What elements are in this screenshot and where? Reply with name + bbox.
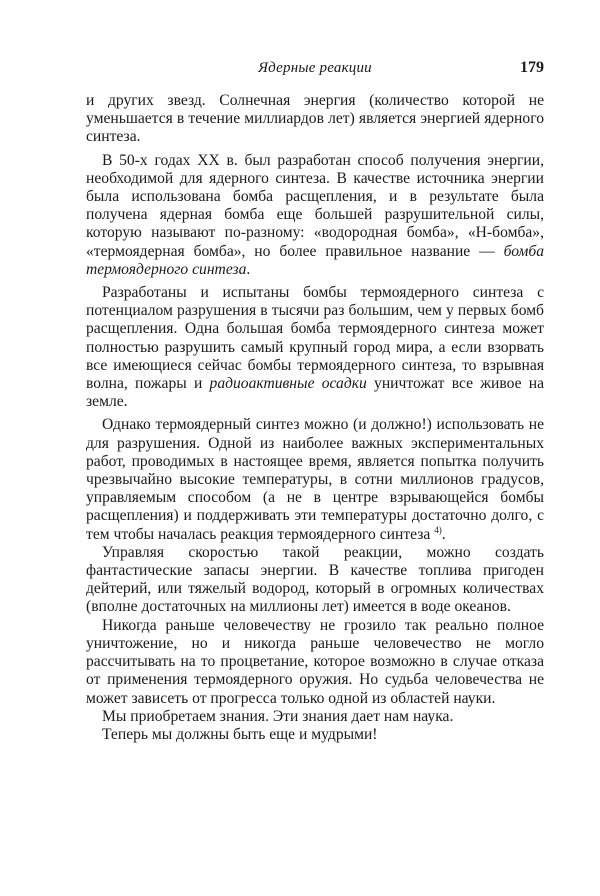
page-header xyxy=(86,60,544,80)
paragraph-energy-reserves: Управляя скоростью такой реакции, можно создать фантастические запасы энергии. В качестве топлива пригоден дейтерий, или тяжелый водород, который в огромных количествах (вполне достаточных на миллионы лет) имеется в воде океанов. xyxy=(86,543,544,616)
footnote-ref: 4) xyxy=(434,524,442,535)
page-number: 179 xyxy=(520,59,544,76)
term-fusion-bomb: бомба термоядерного синтеза xyxy=(86,242,544,278)
paragraph-destruction: Разработаны и испытаны бомбы термоядерного синтеза с потенциалом разрушения в тысячи раз большим, чем у первых бомб расщепления. Одна большая бомба термоядерного синтеза может полностью разрушить самый крупный город мира, а если взорвать все имеющиеся сейчас бомбы термоядерного синтеза, то взрывная волна, пожары и радиоактивные осадки уничтожат все живое на земле. xyxy=(86,284,544,411)
paragraph-controlled-fusion: Однако термоядерный синтез можно (и должно!) использовать не для разрушения. Одной из наиболее важных экспериментальных работ, проводимых в настоящее время, является попытка получить чрезвычайно высокие температуры, в сотни миллионов градусов, управляемым способом (а не в центре взрывающейся бомбы расщепления) и поддерживать эти температуры достаточно долго, с тем чтобы началась реакция термоядерного синтеза $^{4)}$. xyxy=(86,416,544,543)
paragraph-humanity: Никогда раньше человечеству не грозило так реально полное уничтожение, но и никогда раньше человечество не могло рассчитывать на то процветание, которое возможно в случае отказа от применения термоядерного оружия. Но судьба человечества не может зависеть от прогресса только одной из областей науки. xyxy=(86,616,544,707)
term-radioactive-fallout: радиоактивные осадки xyxy=(209,375,367,393)
body-text xyxy=(86,92,544,744)
paragraph-continuation: и других звезд. Солнечная энергия (количество которой не уменьшается в течение миллиардов лет) является энергией ядерного синтеза. xyxy=(86,92,544,146)
paragraph-wisdom: Теперь мы должны быть еще и мудрыми! xyxy=(102,725,378,743)
running-title: Ядерные реакции xyxy=(258,60,372,76)
paragraph-h-bomb: В 50-х годах XX в. был разработан способ получения энергии, необходимой для ядерного синтеза. В качестве источника энергии была использована бомба расщепления, и в результате была получена ядерная бомба еще большей разрушительной силы, которую называют по-разному: «водородная бомба», «Н-бомба», «термоядерная бомба», но более правильное название — бомба термоядерного синтеза. xyxy=(86,151,544,278)
paragraph-knowledge: Мы приобретаем знания. Эти знания дает нам наука. xyxy=(102,707,454,725)
